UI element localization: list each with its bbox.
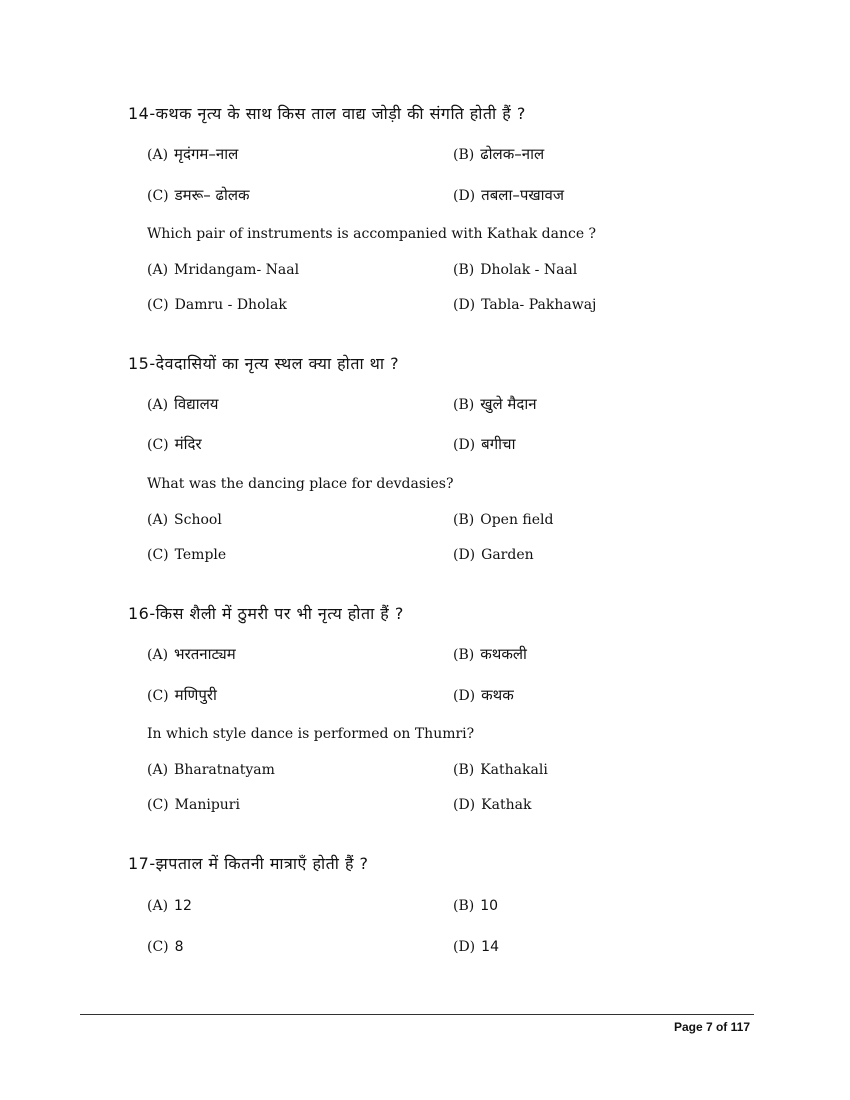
- option-c: (C) 8: [147, 939, 184, 955]
- footer-divider: [80, 1014, 754, 1015]
- option-c-english: (C) Damru - Dholak: [147, 297, 287, 313]
- question-text: किस शैली में ठुमरी पर भी नृत्य होता हैं ?: [155, 604, 404, 623]
- question-number: 16-: [128, 604, 156, 623]
- option-d-english: (D) Garden: [453, 547, 534, 563]
- option-d-hindi: (D) बगीचा: [453, 435, 516, 453]
- question-16-english: In which style dance is performed on Thumri?: [147, 726, 475, 742]
- option-a-english: (A) Mridangam- Naal: [147, 262, 300, 278]
- option-b-english: (B) Open field: [453, 512, 554, 528]
- question-text: देवदासियों का नृत्य स्थल क्या होता था ?: [155, 354, 400, 373]
- option-a-hindi: (A) भरतनाट्यम: [147, 645, 236, 663]
- option-a-hindi: (A) विद्यालय: [147, 395, 219, 413]
- question-number: 17-: [128, 854, 156, 873]
- option-b-hindi: (B) कथकली: [453, 645, 527, 663]
- option-d-hindi: (D) तबला–पखावज: [453, 186, 564, 204]
- option-c-hindi: (C) डमरू– ढोलक: [147, 186, 250, 204]
- option-c-english: (C) Manipuri: [147, 797, 240, 813]
- option-b: (B) 10: [453, 898, 499, 914]
- question-text: झपताल में कितनी मात्राएँ होती हैं ?: [155, 854, 369, 873]
- question-text: कथक नृत्य के साथ किस ताल वाद्य जोड़ी की संगति होती हैं ?: [155, 104, 526, 123]
- option-b-hindi: (B) खुले मैदान: [453, 395, 537, 413]
- option-b-english: (B) Dholak - Naal: [453, 262, 578, 278]
- question-14-hindi: [128, 102, 526, 124]
- option-d-english: (D) Kathak: [453, 797, 532, 813]
- option-a-english: (A) School: [147, 512, 222, 528]
- option-d-hindi: (D) कथक: [453, 686, 514, 704]
- page-number: Page 7 of 117: [673, 1020, 750, 1034]
- option-a-hindi: (A) मृदंगम–नाल: [147, 145, 239, 163]
- question-number: 15-: [128, 354, 156, 373]
- option-a-english: (A) Bharatnatyam: [147, 762, 275, 778]
- question-16-hindi: [128, 602, 404, 624]
- question-15-english: What was the dancing place for devdasies?: [147, 476, 454, 492]
- option-c-hindi: (C) मणिपुरी: [147, 686, 217, 704]
- question-number: 14-: [128, 104, 156, 123]
- question-17-hindi: [128, 852, 369, 874]
- option-a: (A) 12: [147, 898, 192, 914]
- option-d: (D) 14: [453, 939, 499, 955]
- question-14-english: Which pair of instruments is accompanied with Kathak dance ?: [147, 226, 597, 242]
- question-15-hindi: [128, 352, 399, 374]
- option-c-hindi: (C) मंदिर: [147, 435, 202, 453]
- option-b-hindi: (B) ढोलक–नाल: [453, 145, 545, 163]
- option-c-english: (C) Temple: [147, 547, 227, 563]
- option-b-english: (B) Kathakali: [453, 762, 548, 778]
- option-d-english: (D) Tabla- Pakhawaj: [453, 297, 597, 313]
